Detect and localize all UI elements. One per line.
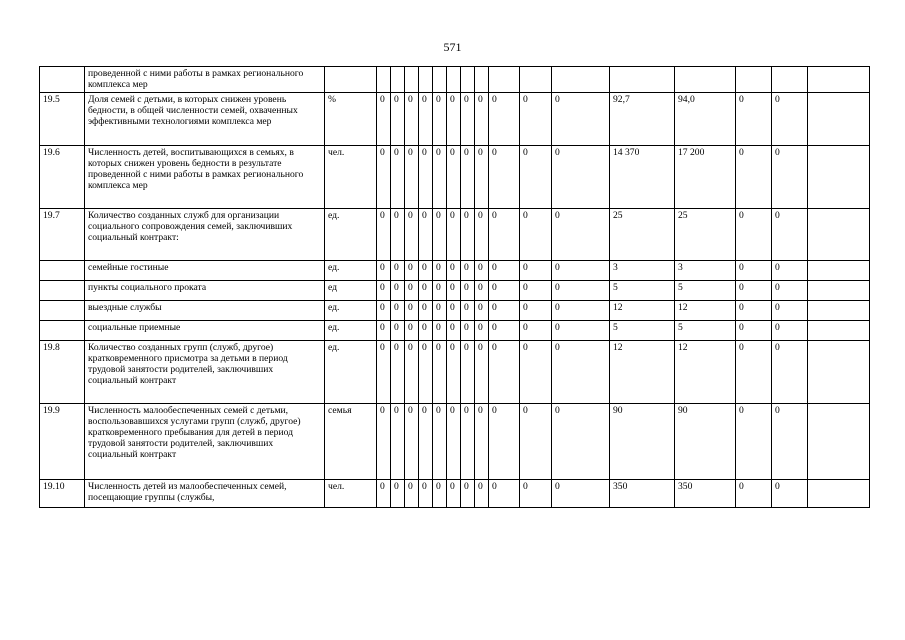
- value-cell: 0: [772, 341, 808, 404]
- value-cell: 0: [772, 301, 808, 321]
- value-cell: 0: [433, 404, 447, 480]
- value-cell: [610, 67, 675, 93]
- value-cell: 92,7: [610, 93, 675, 146]
- value-cell: 0: [433, 93, 447, 146]
- indicator-name-cell: Численность детей, воспитывающихся в семьях, в которых снижен уровень бедности в результате проведенной с ними работы в рамках регионального комплекса мер: [85, 146, 325, 209]
- value-cell: 0: [433, 321, 447, 341]
- value-cell: 0: [475, 261, 489, 281]
- value-cell: 0: [552, 146, 610, 209]
- value-cell: 0: [552, 301, 610, 321]
- value-cell: 0: [552, 281, 610, 301]
- value-cell: 14 370: [610, 146, 675, 209]
- indicators-table: [39, 66, 870, 508]
- row-number-cell: 19.6: [40, 146, 85, 209]
- value-cell: 0: [772, 321, 808, 341]
- value-cell: 12: [610, 341, 675, 404]
- table-row: [40, 209, 870, 261]
- value-cell: [808, 261, 870, 281]
- value-cell: 0: [552, 480, 610, 508]
- value-cell: 0: [377, 404, 391, 480]
- value-cell: 0: [447, 261, 461, 281]
- value-cell: 0: [405, 209, 419, 261]
- value-cell: 0: [736, 281, 772, 301]
- value-cell: 0: [447, 480, 461, 508]
- value-cell: 0: [736, 146, 772, 209]
- row-number-cell: 19.9: [40, 404, 85, 480]
- value-cell: 0: [489, 93, 520, 146]
- value-cell: 0: [433, 301, 447, 321]
- row-number-cell: 19.10: [40, 480, 85, 508]
- table-row: [40, 480, 870, 508]
- row-number-cell: [40, 281, 85, 301]
- value-cell: 0: [520, 321, 552, 341]
- value-cell: [419, 67, 433, 93]
- value-cell: 0: [447, 281, 461, 301]
- value-cell: 0: [520, 341, 552, 404]
- value-cell: 12: [610, 301, 675, 321]
- value-cell: 0: [419, 404, 433, 480]
- value-cell: [808, 341, 870, 404]
- value-cell: 0: [419, 209, 433, 261]
- value-cell: 0: [772, 209, 808, 261]
- value-cell: 0: [447, 321, 461, 341]
- value-cell: 0: [520, 301, 552, 321]
- table-row: [40, 93, 870, 146]
- value-cell: 0: [520, 261, 552, 281]
- value-cell: [736, 67, 772, 93]
- table-row: [40, 404, 870, 480]
- table-row: [40, 261, 870, 281]
- indicator-name-cell: выездные службы: [85, 301, 325, 321]
- value-cell: 0: [736, 301, 772, 321]
- value-cell: 0: [736, 480, 772, 508]
- unit-cell: ед.: [325, 321, 377, 341]
- value-cell: 90: [675, 404, 736, 480]
- value-cell: 0: [489, 480, 520, 508]
- value-cell: 0: [736, 209, 772, 261]
- table-row: [40, 321, 870, 341]
- value-cell: 0: [772, 281, 808, 301]
- indicator-name-cell: пункты социального проката: [85, 281, 325, 301]
- value-cell: 0: [405, 404, 419, 480]
- value-cell: 0: [520, 93, 552, 146]
- value-cell: 0: [520, 209, 552, 261]
- value-cell: 0: [447, 301, 461, 321]
- indicator-name-cell: Численность детей из малообеспеченных семей, посещающие группы (службы,: [85, 480, 325, 508]
- value-cell: 17 200: [675, 146, 736, 209]
- value-cell: [552, 67, 610, 93]
- value-cell: 0: [391, 301, 405, 321]
- value-cell: 0: [489, 301, 520, 321]
- value-cell: 25: [675, 209, 736, 261]
- value-cell: 5: [610, 281, 675, 301]
- value-cell: 0: [377, 281, 391, 301]
- value-cell: 0: [475, 209, 489, 261]
- value-cell: 0: [419, 93, 433, 146]
- value-cell: 0: [475, 146, 489, 209]
- value-cell: 0: [419, 146, 433, 209]
- value-cell: 0: [552, 321, 610, 341]
- value-cell: 3: [610, 261, 675, 281]
- value-cell: 0: [391, 146, 405, 209]
- value-cell: 0: [552, 261, 610, 281]
- value-cell: 0: [475, 480, 489, 508]
- value-cell: [808, 404, 870, 480]
- value-cell: 0: [433, 146, 447, 209]
- value-cell: 0: [433, 281, 447, 301]
- value-cell: 94,0: [675, 93, 736, 146]
- value-cell: 0: [461, 321, 475, 341]
- indicator-name-cell: Количество созданных служб для организации социального сопровождения семей, заключивших социальный контракт:: [85, 209, 325, 261]
- table-row: [40, 67, 870, 93]
- value-cell: 0: [461, 301, 475, 321]
- value-cell: 0: [772, 93, 808, 146]
- value-cell: 0: [461, 209, 475, 261]
- value-cell: 0: [772, 480, 808, 508]
- value-cell: 0: [736, 404, 772, 480]
- value-cell: 350: [675, 480, 736, 508]
- value-cell: [461, 67, 475, 93]
- value-cell: [447, 67, 461, 93]
- table-row: [40, 146, 870, 209]
- value-cell: 0: [552, 93, 610, 146]
- indicator-name-cell: Количество созданных групп (служб, другое) кратковременного присмотра за детьми в период трудовой занятости родителей, заключивших социальный контракт: [85, 341, 325, 404]
- indicator-name-cell: проведенной с ними работы в рамках регионального комплекса мер: [85, 67, 325, 93]
- value-cell: 0: [391, 404, 405, 480]
- value-cell: 0: [520, 480, 552, 508]
- value-cell: 0: [447, 341, 461, 404]
- value-cell: 0: [475, 281, 489, 301]
- value-cell: 0: [475, 341, 489, 404]
- value-cell: 0: [391, 480, 405, 508]
- unit-cell: семья: [325, 404, 377, 480]
- value-cell: [808, 93, 870, 146]
- value-cell: 0: [419, 321, 433, 341]
- value-cell: 0: [405, 301, 419, 321]
- table-row: [40, 301, 870, 321]
- value-cell: 0: [391, 93, 405, 146]
- value-cell: 0: [405, 321, 419, 341]
- value-cell: 0: [377, 261, 391, 281]
- unit-cell: ед: [325, 281, 377, 301]
- table-row: [40, 341, 870, 404]
- value-cell: 12: [675, 301, 736, 321]
- value-cell: 0: [552, 209, 610, 261]
- value-cell: 0: [419, 281, 433, 301]
- value-cell: [675, 67, 736, 93]
- value-cell: [391, 67, 405, 93]
- unit-cell: чел.: [325, 146, 377, 209]
- row-number-cell: 19.5: [40, 93, 85, 146]
- value-cell: [772, 67, 808, 93]
- value-cell: 0: [461, 281, 475, 301]
- value-cell: 0: [736, 321, 772, 341]
- row-number-cell: [40, 301, 85, 321]
- value-cell: 0: [447, 93, 461, 146]
- indicator-name-cell: семейные гостиные: [85, 261, 325, 281]
- value-cell: 0: [475, 404, 489, 480]
- value-cell: 0: [447, 404, 461, 480]
- value-cell: 0: [419, 261, 433, 281]
- unit-cell: ед.: [325, 209, 377, 261]
- value-cell: [808, 67, 870, 93]
- row-number-cell: 19.8: [40, 341, 85, 404]
- value-cell: 0: [405, 480, 419, 508]
- value-cell: [433, 67, 447, 93]
- indicator-name-cell: Численность малообеспеченных семей с детьми, воспользовавшихся услугами групп (служб, другое) кратковременного пребывания для детей в период трудовой занятости родителей, заключивших социальный контракт: [85, 404, 325, 480]
- value-cell: 0: [391, 341, 405, 404]
- value-cell: [808, 301, 870, 321]
- value-cell: 0: [489, 404, 520, 480]
- value-cell: 5: [675, 281, 736, 301]
- value-cell: 0: [377, 301, 391, 321]
- unit-cell: ед.: [325, 341, 377, 404]
- value-cell: 0: [391, 281, 405, 301]
- row-number-cell: [40, 321, 85, 341]
- value-cell: 0: [489, 146, 520, 209]
- value-cell: 0: [377, 341, 391, 404]
- value-cell: 0: [405, 146, 419, 209]
- value-cell: 0: [772, 404, 808, 480]
- value-cell: 0: [433, 341, 447, 404]
- value-cell: 0: [489, 209, 520, 261]
- value-cell: 0: [475, 93, 489, 146]
- value-cell: 0: [772, 146, 808, 209]
- value-cell: [808, 480, 870, 508]
- value-cell: 0: [405, 341, 419, 404]
- value-cell: [808, 146, 870, 209]
- value-cell: [520, 67, 552, 93]
- value-cell: 0: [461, 146, 475, 209]
- value-cell: 0: [405, 281, 419, 301]
- value-cell: 0: [377, 93, 391, 146]
- value-cell: 0: [377, 209, 391, 261]
- row-number-cell: [40, 67, 85, 93]
- value-cell: 0: [489, 261, 520, 281]
- unit-cell: ед.: [325, 301, 377, 321]
- value-cell: 0: [520, 146, 552, 209]
- value-cell: [405, 67, 419, 93]
- value-cell: 0: [461, 261, 475, 281]
- value-cell: 0: [405, 261, 419, 281]
- value-cell: 0: [391, 321, 405, 341]
- value-cell: [808, 209, 870, 261]
- value-cell: 0: [489, 321, 520, 341]
- value-cell: 0: [419, 480, 433, 508]
- indicator-name-cell: Доля семей с детьми, в которых снижен уровень бедности, в общей численности семей, охваченных эффективными технологиями комплекса мер: [85, 93, 325, 146]
- value-cell: 90: [610, 404, 675, 480]
- value-cell: 0: [461, 404, 475, 480]
- value-cell: 0: [405, 93, 419, 146]
- value-cell: 0: [461, 93, 475, 146]
- value-cell: 0: [489, 341, 520, 404]
- value-cell: 0: [391, 209, 405, 261]
- table-row: [40, 281, 870, 301]
- value-cell: 0: [461, 341, 475, 404]
- unit-cell: ед.: [325, 261, 377, 281]
- value-cell: 0: [736, 341, 772, 404]
- value-cell: 3: [675, 261, 736, 281]
- value-cell: 0: [433, 480, 447, 508]
- value-cell: 0: [433, 261, 447, 281]
- value-cell: 25: [610, 209, 675, 261]
- unit-cell: %: [325, 93, 377, 146]
- value-cell: 0: [520, 404, 552, 480]
- value-cell: 12: [675, 341, 736, 404]
- row-number-cell: 19.7: [40, 209, 85, 261]
- value-cell: 0: [433, 209, 447, 261]
- value-cell: 0: [377, 480, 391, 508]
- value-cell: [489, 67, 520, 93]
- unit-cell: чел.: [325, 480, 377, 508]
- row-number-cell: [40, 261, 85, 281]
- value-cell: 5: [675, 321, 736, 341]
- value-cell: 0: [419, 341, 433, 404]
- page-number: 571: [443, 40, 462, 54]
- value-cell: [377, 67, 391, 93]
- value-cell: [808, 321, 870, 341]
- value-cell: 0: [475, 321, 489, 341]
- value-cell: 0: [391, 261, 405, 281]
- value-cell: 0: [461, 480, 475, 508]
- value-cell: [475, 67, 489, 93]
- value-cell: 0: [377, 321, 391, 341]
- value-cell: 0: [447, 146, 461, 209]
- value-cell: 0: [552, 404, 610, 480]
- indicator-name-cell: социальные приемные: [85, 321, 325, 341]
- value-cell: 0: [520, 281, 552, 301]
- value-cell: 0: [736, 261, 772, 281]
- value-cell: 0: [772, 261, 808, 281]
- value-cell: 0: [419, 301, 433, 321]
- value-cell: 0: [377, 146, 391, 209]
- value-cell: [808, 281, 870, 301]
- unit-cell: [325, 67, 377, 93]
- value-cell: 0: [736, 93, 772, 146]
- value-cell: 0: [447, 209, 461, 261]
- value-cell: 5: [610, 321, 675, 341]
- value-cell: 0: [552, 341, 610, 404]
- value-cell: 350: [610, 480, 675, 508]
- value-cell: 0: [489, 281, 520, 301]
- value-cell: 0: [475, 301, 489, 321]
